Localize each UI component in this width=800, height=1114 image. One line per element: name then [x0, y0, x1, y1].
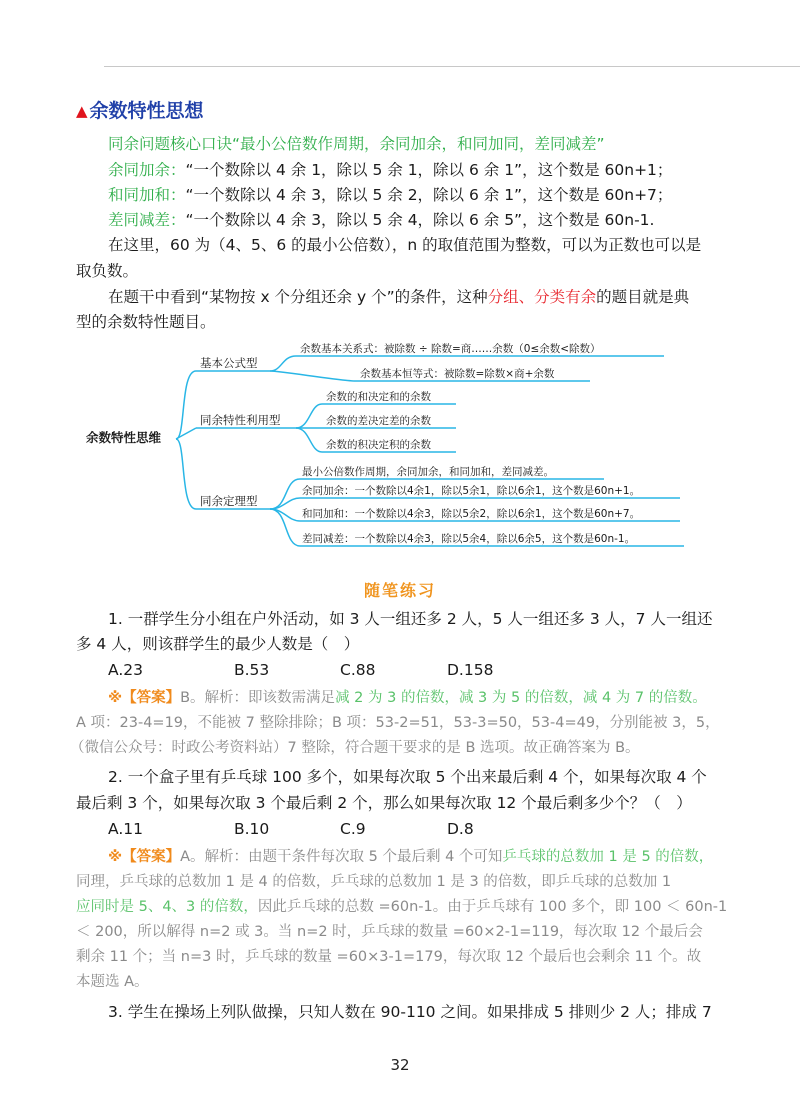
connector-b3-l2: [270, 509, 300, 521]
q2-answer-line4: ＜ 200，所以解得 n=2 或 3。当 n=2 时，乒乓球的数量 =60×2-1=119，每次取 12 个最后会: [76, 924, 703, 940]
q1-answer-line2: A 项：23-4=19，不能被 7 整除排除；B 项：53-2=51，53-3=50，53-4=49，分别能被 3，5，: [76, 715, 720, 731]
q1-line2: 多 4 人，则该群学生的最少人数是（ ）: [76, 635, 360, 653]
connector-root-b3: [176, 439, 196, 509]
formula-line: 同余问题核心口诀“最小公倍数作周期，余同加余，和同加同，差同减差”: [108, 135, 605, 153]
practice-title: 随笔练习: [363, 581, 436, 600]
para2-text-b: 的题目就是典: [596, 288, 690, 306]
leaf-b1-1: 余数基本关系式：被除数 ÷ 除数=商……余数（0≤余数<除数）: [300, 343, 601, 355]
q3-line1: 3. 学生在操场上列队做操，只知人数在 90-110 之间。如果排成 5 排则少 2 人；排成 7: [108, 1003, 712, 1021]
leaf-b2-2: 余数的差决定差的余数: [326, 415, 431, 427]
connector-b1-l1: [270, 356, 296, 371]
rule-2-label: 和同加和：: [108, 186, 186, 204]
section-heading-text: 余数特性思想: [89, 100, 204, 122]
rule-1: [108, 158, 672, 182]
mindmap-root: 余数特性思维: [86, 430, 162, 445]
q2-option-b: B.10: [234, 820, 270, 838]
connector-b3-l1: [270, 498, 300, 509]
q2-answer-line2: 同理，乒乓球的总数加 1 是 4 的倍数，乒乓球的总数加 1 是 3 的倍数，即乒乓球的总数加 1: [76, 874, 672, 890]
triangle-marker-icon: ▲: [76, 102, 88, 120]
leaf-b2-1: 余数的和决定和的余数: [326, 391, 431, 403]
leaf-b1-2: 余数基本恒等式：被除数=除数×商+余数: [360, 368, 555, 380]
rule-3-text: “一个数除以 4 余 3，除以 5 余 4，除以 6 余 5”，这个数是 60n-1.: [185, 211, 655, 229]
q2-answer-line3-text: 因此乒乓球的总数 =60n-1。由于乒乓球有 100 多个，即 100 ＜ 60n-1: [257, 899, 728, 915]
mindmap-diagram: [0, 338, 800, 563]
page-number: 32: [390, 1056, 410, 1074]
rule-2: [108, 183, 672, 207]
para1-line1: 在这里，60 为（4、5、6 的最小公倍数），n 的取值范围为整数，可以为正数也可以是: [108, 236, 702, 254]
q2-answer-mark: ※【答案】: [108, 849, 181, 865]
para1-line2: 取负数。: [76, 262, 139, 280]
q2-answer-line3: [76, 895, 727, 920]
connector-b2-l3: [296, 428, 322, 452]
branch-basic-formula: 基本公式型: [200, 356, 258, 370]
q2-answer-line6: 本题选 A。: [76, 974, 149, 990]
q2-option-a: A.11: [108, 820, 143, 838]
q2-answer-text: A。解析：由题干条件每次取 5 个最后剩 4 个可知: [180, 849, 503, 865]
rule-2-text: “一个数除以 4 余 3，除以 5 余 2，除以 6 余 1”，这个数是 60n+7；: [185, 186, 673, 204]
q2-option-d: D.8: [447, 820, 474, 838]
q1-answer-mark: ※【答案】: [108, 690, 181, 706]
q1-answer-line1: [108, 686, 707, 711]
q1-option-b: B.53: [234, 661, 270, 679]
q1-line1: 1. 一群学生分小组在户外活动，如 3 人一组还多 2 人，5 人一组还多 3 人，7 人一组还: [108, 610, 713, 628]
q1-answer-highlight: 减 2 为 3 的倍数，减 3 为 5 的倍数，减 4 为 7 的倍数。: [335, 690, 707, 706]
q2-answer-highlight: 乒乓球的总数加 1 是 5 的倍数，: [502, 849, 714, 865]
connector-b1-l2: [270, 371, 356, 381]
q1-option-c: C.88: [340, 661, 376, 679]
rule-3: [108, 208, 654, 232]
leaf-b3-1: 余同加余：一个数除以4余1，除以5余1，除以6余1，这个数是60n+1。: [302, 485, 641, 497]
rule-1-label: 余同加余：: [108, 161, 186, 179]
q1-answer-line3: （微信公众号：时政公考资料站）7 整除，符合题干要求的是 B 选项。故正确答案为 B。: [70, 740, 640, 756]
leaf-b3-3: 差同减差：一个数除以4余3，除以5余4，除以6余5，这个数是60n-1。: [302, 533, 636, 545]
header-rule: [104, 66, 800, 67]
leaf-b3-0: 最小公倍数作周期，余同加余，和同加和，差同减差。: [302, 466, 554, 478]
section-heading: [76, 96, 204, 123]
q2-answer-line5: 剩余 11 个；当 n=3 时，乒乓球的数量 =60×3-1=179，每次取 12 个最后也会剩余 11 个。故: [76, 949, 702, 965]
q2-answer-line1: [108, 845, 713, 870]
q2-line2: 最后剩 3 个，如果每次取 3 个最后剩 2 个，那么如果每次取 12 个最后剩多少个？（ ）: [76, 794, 692, 812]
rule-3-label: 差同减差：: [108, 211, 186, 229]
para2-highlight: 分组、分类有余: [487, 288, 597, 306]
branch-congruence-theorem: 同余定理型: [200, 494, 258, 508]
q1-answer-text: B。解析：即该数需满足: [180, 690, 336, 706]
leaf-b3-2: 和同加和：一个数除以4余3，除以5余2，除以6余1，这个数是60n+7。: [302, 508, 641, 520]
leaf-b2-3: 余数的积决定积的余数: [326, 439, 431, 451]
q2-answer-line3-highlight: 应同时是 5、4、3 的倍数，: [76, 899, 258, 915]
q1-option-d: D.158: [447, 661, 494, 679]
para2-line2: 型的余数特性题目。: [76, 313, 216, 331]
branch-congruence-use: 同余特性利用型: [200, 413, 281, 427]
q1-option-a: A.23: [108, 661, 143, 679]
rule-1-text: “一个数除以 4 余 1，除以 5 余 1，除以 6 余 1”，这个数是 60n+1；: [185, 161, 673, 179]
para2-text-a: 在题干中看到“某物按 x 个分组还余 y 个”的条件，这种: [108, 288, 488, 306]
connector-b2-l1: [296, 404, 322, 428]
para2-line1: [108, 285, 689, 309]
q2-option-c: C.9: [340, 820, 366, 838]
q2-line1: 2. 一个盒子里有乒乓球 100 多个，如果每次取 5 个出来最后剩 4 个，如果每次取 4 个: [108, 768, 707, 786]
connector-root-b2: [176, 428, 196, 439]
